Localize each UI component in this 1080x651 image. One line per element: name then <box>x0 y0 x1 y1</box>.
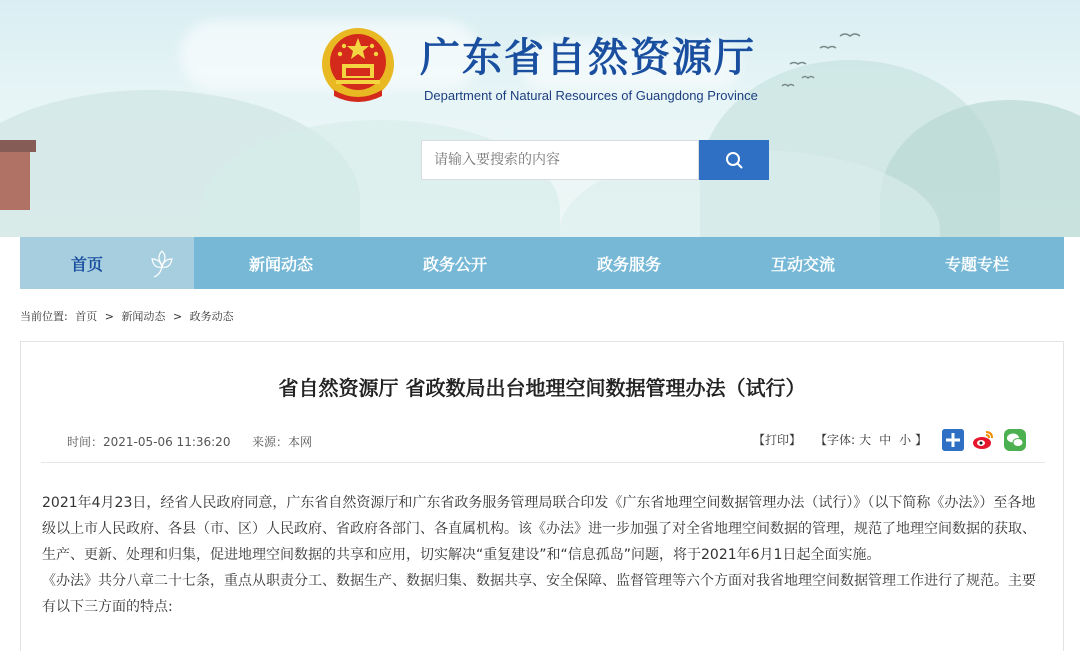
nav-item-services[interactable] <box>542 237 716 289</box>
article-body <box>42 490 1046 620</box>
font-size-label: 【字体: <box>815 433 856 447</box>
font-size-large[interactable]: 大 <box>859 433 872 447</box>
nav-item-label: 专题专栏 <box>944 254 1009 274</box>
pavilion-illustration <box>0 150 30 210</box>
search-input[interactable] <box>422 141 698 179</box>
font-size-medium[interactable]: 中 <box>879 433 892 447</box>
article-title: 省自然资源厅 省政数局出台地理空间数据管理办法（试行） <box>278 376 806 400</box>
breadcrumb-link-news[interactable]: 新闻动态 <box>121 310 166 323</box>
divider <box>41 462 1045 463</box>
site-title: 广东省自然资源厅 <box>420 34 756 81</box>
nav-item-home[interactable] <box>20 237 194 289</box>
birds-illustration <box>780 28 870 98</box>
national-emblem-icon <box>318 24 398 106</box>
nav-item-government-affairs[interactable] <box>368 237 542 289</box>
nav-item-label: 新闻动态 <box>248 254 313 274</box>
nav-item-label: 政务服务 <box>596 254 661 274</box>
wechat-icon[interactable] <box>1004 429 1026 451</box>
nav-item-label: 首页 <box>70 254 103 274</box>
weibo-icon[interactable] <box>972 429 994 451</box>
breadcrumb <box>20 308 238 324</box>
nav-item-interaction[interactable] <box>716 237 890 289</box>
search-box <box>421 140 699 180</box>
site-subtitle: Department of Natural Resources of Guangdong Province <box>424 88 758 103</box>
main-nav <box>20 237 1064 289</box>
nav-item-label: 政务公开 <box>422 254 487 274</box>
breadcrumb-separator: > <box>172 310 183 323</box>
search-icon <box>725 151 743 169</box>
flower-icon <box>144 245 180 281</box>
breadcrumb-prefix: 当前位置: <box>20 310 68 323</box>
breadcrumb-link-government-news[interactable]: 政务动态 <box>189 310 234 323</box>
breadcrumb-link-home[interactable]: 首页 <box>75 310 98 323</box>
article-paragraph: 《办法》共分八章二十七条，重点从职责分工、数据生产、数据归集、数据共享、安全保障、监督管理等六个方面对我省地理空间数据管理工作进行了规范。主要有以下三方面的特点: <box>42 573 1036 615</box>
publish-time: 时间：2021-05-06 11:36:20 <box>67 435 231 449</box>
breadcrumb-separator: > <box>104 310 114 323</box>
print-button[interactable]: 【打印】 <box>753 433 802 447</box>
font-size-close: 】 <box>915 433 928 447</box>
article-source: 来源：本网 <box>252 435 313 449</box>
article-paragraph: 2021年4月23日，经省人民政府同意，广东省自然资源厅和广东省政务服务管理局联合印发《广东省地理空间数据管理办法（试行）》（以下简称《办法》）至各地级以上市人民政府、各县（市、区）人民政府、省政府各部门、各直属机构。该《办法》进一步加强了对全省地理空间数据的管理，规范了地理空间数据的获取、生产、更新、处理和归集，促进地理空间数据的共享和应用，切实解决“重复建设”和“信息孤岛”问题，将于2021年6月1日起全面实施。 <box>42 495 1036 563</box>
share-plus-icon[interactable] <box>942 429 964 451</box>
font-size-small[interactable]: 小 <box>899 433 912 447</box>
nav-item-label: 互动交流 <box>770 254 835 274</box>
article-tools <box>753 431 927 448</box>
header-banner <box>0 0 1080 237</box>
nav-item-news[interactable] <box>194 237 368 289</box>
nav-item-topics[interactable] <box>890 237 1064 289</box>
article-panel <box>20 341 1064 651</box>
search-button[interactable] <box>699 140 769 180</box>
